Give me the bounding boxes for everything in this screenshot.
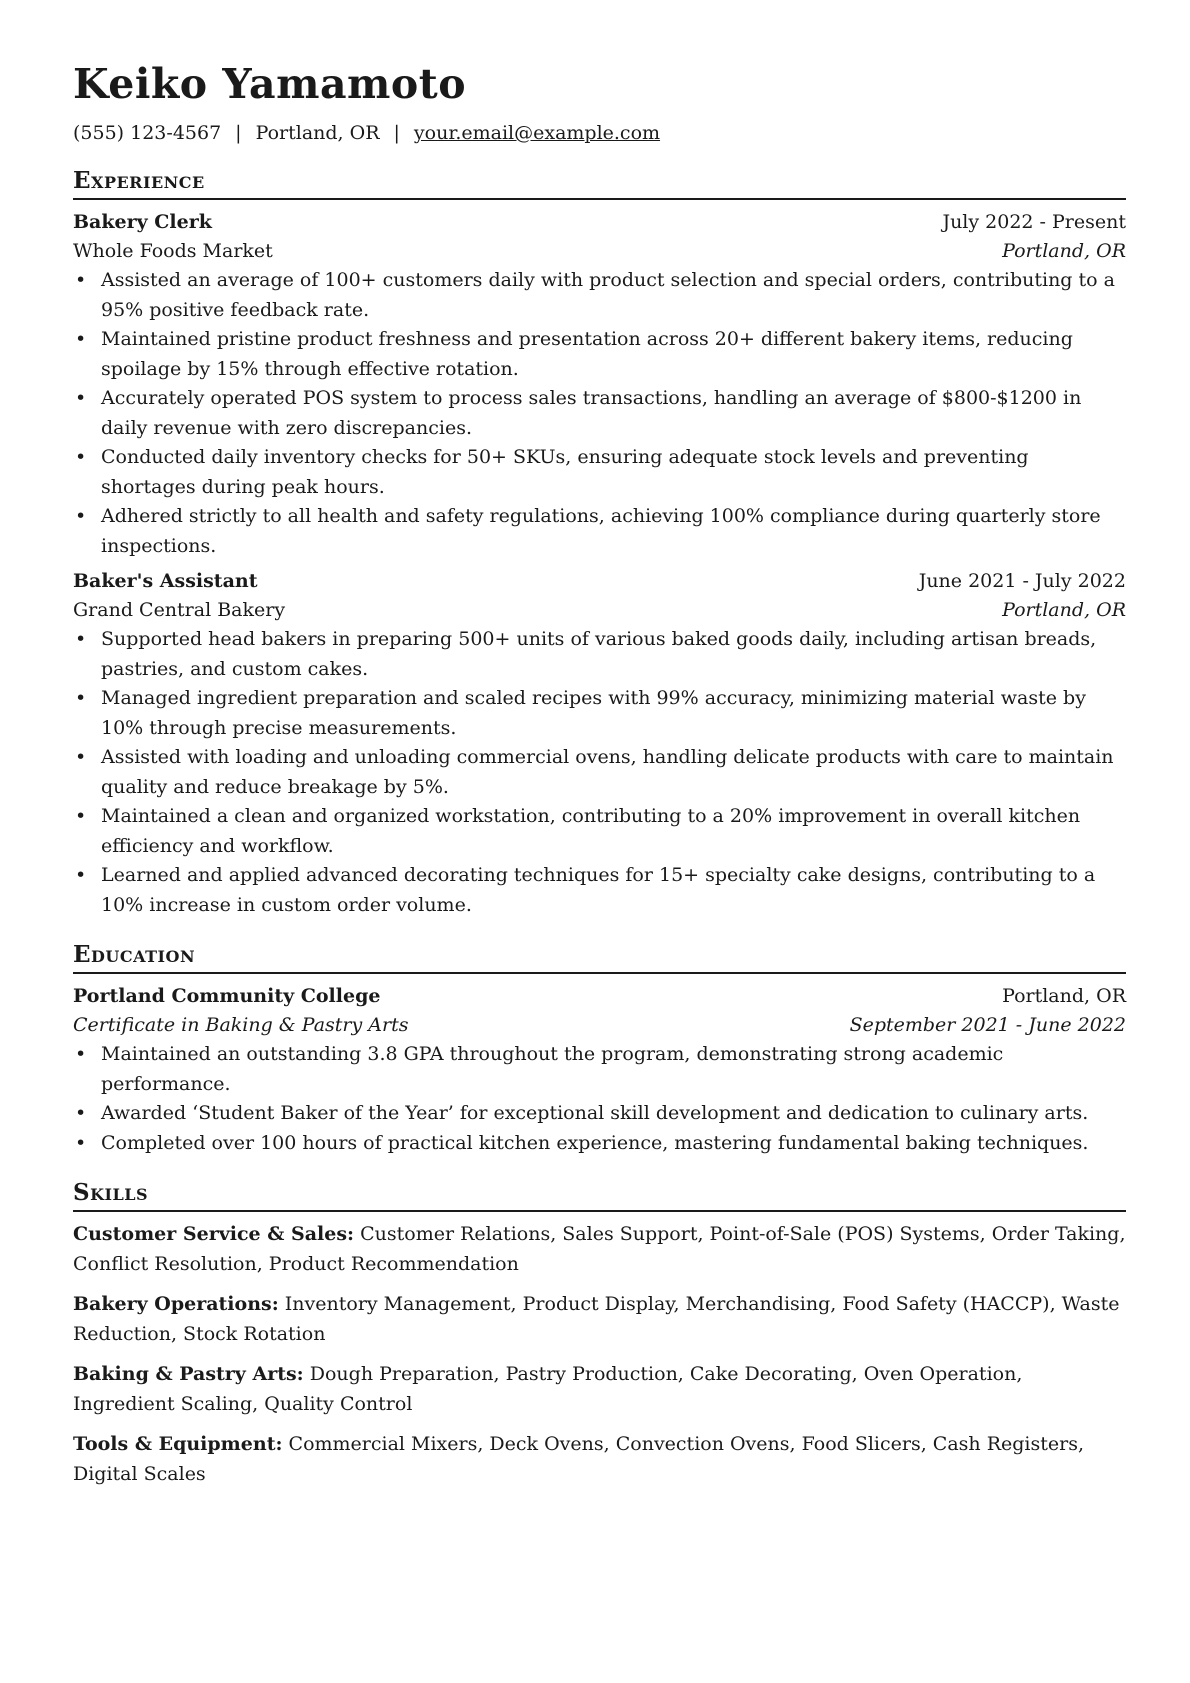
job-location: Portland, OR [1002,599,1126,621]
skill-group [73,1360,1126,1419]
skill-group [73,1220,1126,1279]
skill-items: Inventory Management, Product Display, Merchandising, Food Safety (HACCP), Waste Reduction, Stock Rotation [73,1293,1120,1345]
candidate-name: Keiko Yamamoto [73,60,467,108]
skill-group [73,1290,1126,1349]
skill-items: Commercial Mixers, Deck Ovens, Convection Ovens, Food Slicers, Cash Registers, Digital Scales [73,1433,1084,1485]
bullet-item: • Awarded ‘Student Baker of the Year’ for exceptional skill development and dedication to culinary arts. [101,1099,1126,1129]
company-name: Whole Foods Market [73,240,273,262]
job-bullets [73,266,1126,561]
experience-entry [73,208,1126,561]
skill-label: Tools & Equipment: [73,1433,283,1455]
bullet-item: • Learned and applied advanced decorating techniques for 15+ specialty cake designs, contributing to a 10% increase in custom order volume. [101,861,1126,920]
job-title: Bakery Clerk [73,211,212,233]
phone: (555) 123-4567 [73,122,222,144]
bullet-item: • Assisted with loading and unloading commercial ovens, handling delicate products with care to maintain quality and reduce breakage by 5%. [101,743,1126,802]
skill-items: Dough Preparation, Pastry Production, Cake Decorating, Oven Operation, Ingredient Scaling, Quality Control [73,1363,1023,1415]
bullet-item: • Assisted an average of 100+ customers daily with product selection and special orders, contributing to a 95% positive feedback rate. [101,266,1126,325]
education-heading: Education [73,940,1126,974]
skill-label: Bakery Operations: [73,1293,279,1315]
education-bullets [73,1040,1126,1158]
program-name: Certificate in Baking & Pastry Arts [73,1014,409,1036]
job-dates: June 2021 - July 2022 [918,570,1126,592]
job-dates: July 2022 - Present [942,211,1126,233]
experience-heading: Experience [73,166,1126,200]
education-dates: September 2021 - June 2022 [849,1014,1126,1036]
skill-items: Customer Relations, Sales Support, Point-of-Sale (POS) Systems, Order Taking, Conflict Resolution, Product Recommendation [73,1223,1126,1275]
school-name: Portland Community College [73,985,381,1007]
separator: | [235,122,242,144]
skill-group [73,1430,1126,1489]
contact-line [73,120,1126,146]
bullet-item: • Maintained pristine product freshness and presentation across 20+ different bakery items, reducing spoilage by 15% through effective rotation. [101,325,1126,384]
bullet-item: • Completed over 100 hours of practical kitchen experience, mastering fundamental baking techniques. [101,1129,1126,1159]
skills-heading: Skills [73,1178,1126,1212]
experience-entry [73,567,1126,920]
bullet-item: • Conducted daily inventory checks for 50+ SKUs, ensuring adequate stock levels and preventing shortages during peak hours. [101,443,1126,502]
job-bullets [73,625,1126,920]
bullet-item: • Accurately operated POS system to process sales transactions, handling an average of $800-$1200 in daily revenue with zero discrepancies. [101,384,1126,443]
bullet-item: • Maintained an outstanding 3.8 GPA throughout the program, demonstrating strong academic performance. [101,1040,1126,1099]
email-link[interactable]: your.email@example.com [413,122,661,144]
job-title: Baker's Assistant [73,570,258,592]
education-entry [73,982,1126,1158]
resume-page [73,58,1126,1500]
company-name: Grand Central Bakery [73,599,286,621]
bullet-item: • Supported head bakers in preparing 500+ units of various baked goods daily, including artisan breads, pastries, and custom cakes. [101,625,1126,684]
location: Portland, OR [255,122,380,144]
bullet-item: • Adhered strictly to all health and safety regulations, achieving 100% compliance during quarterly store inspections. [101,502,1126,561]
job-location: Portland, OR [1002,240,1126,262]
skill-label: Customer Service & Sales: [73,1223,355,1245]
school-location: Portland, OR [1002,985,1126,1007]
bullet-item: • Maintained a clean and organized workstation, contributing to a 20% improvement in overall kitchen efficiency and workflow. [101,802,1126,861]
skill-label: Baking & Pastry Arts: [73,1363,304,1385]
separator: | [393,122,400,144]
bullet-item: • Managed ingredient preparation and scaled recipes with 99% accuracy, minimizing material waste by 10% through precise measurements. [101,684,1126,743]
